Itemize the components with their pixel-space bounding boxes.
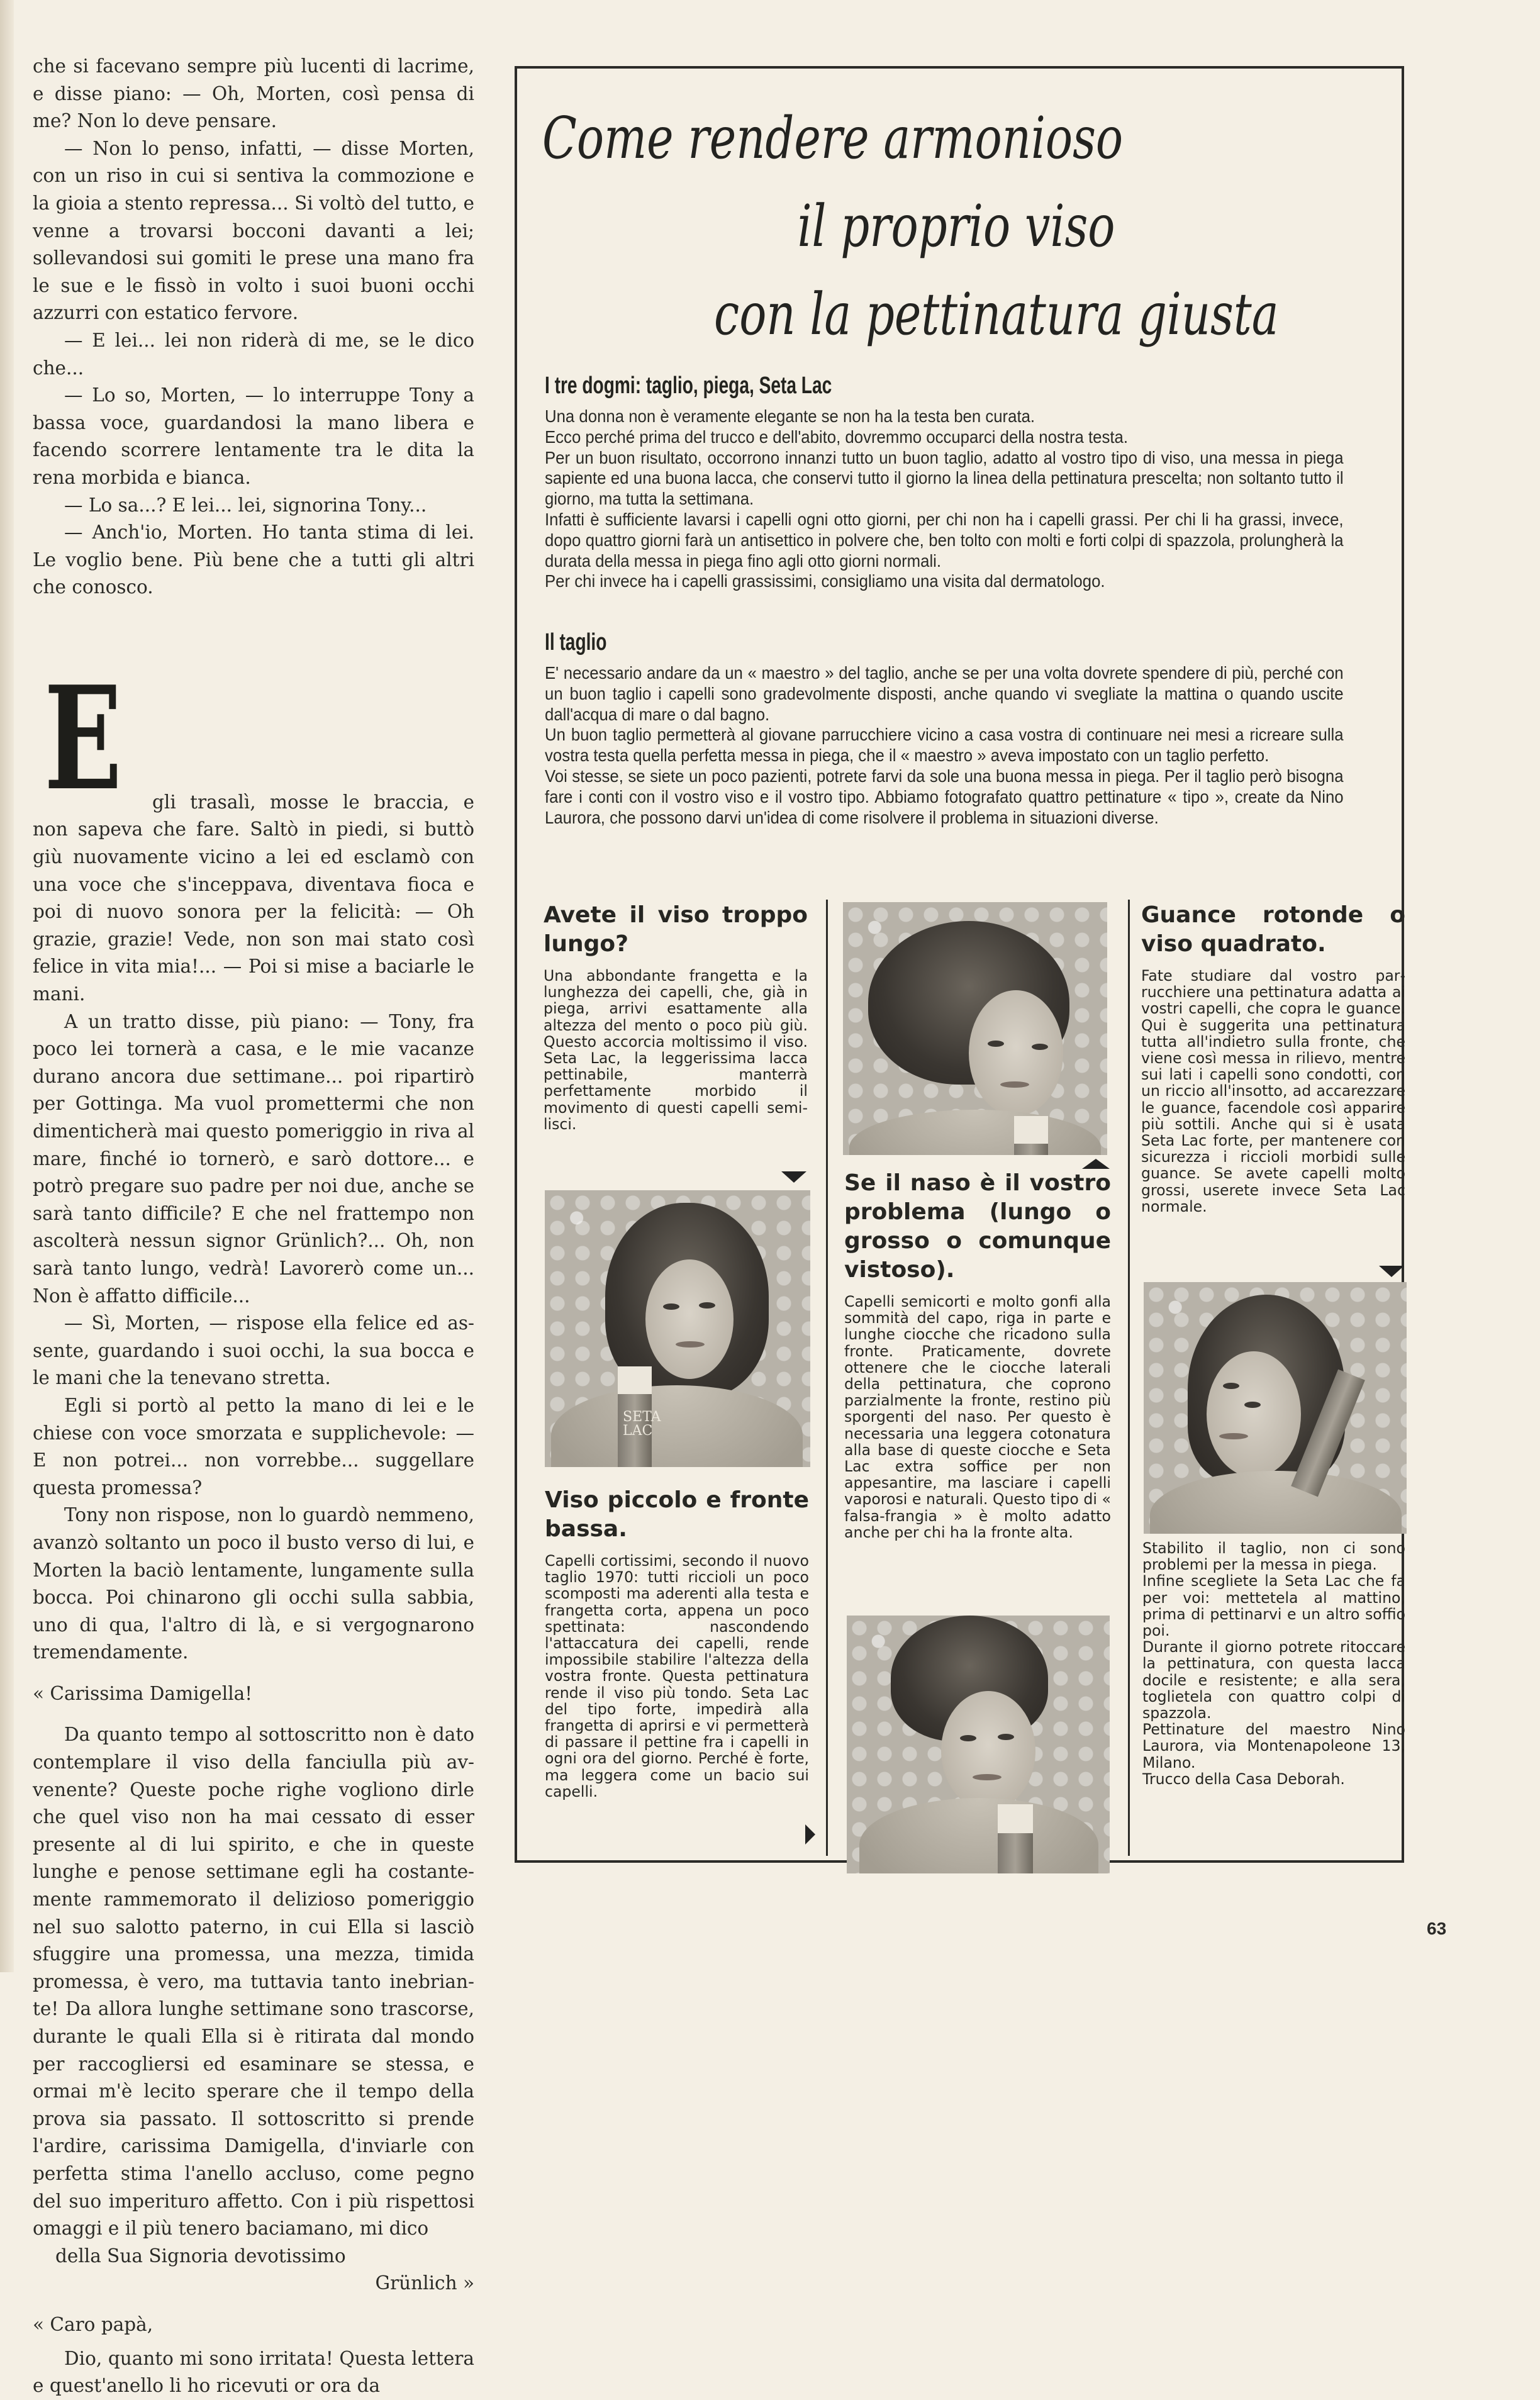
closing-paragraph: Durante il giorno potrete ritoccare la pettinatura, con questa lacca docile e resistente; e alla sera, toglietela con quattro colpi di spazzola. <box>1142 1638 1405 1722</box>
story-paragraph: — Lo sa...? E lei... lei, signorina Tony... <box>64 494 427 516</box>
tip-text: Capelli cortissimi, secondo il nuovo taglio 1970: tutti riccioli un poco scomposti ma aderenti alla testa e frangetta corta, appena un poco spettinata: nascondendo l'attaccatura dei capelli, rende impossibile stabilire l'altezza della vostra fronte. Questa pettinatura rende il viso più tondo. Seta Lac del tipo forte, impedirà alla frangetta di aprirsi e vi permetterà di passare il pettine fra i capelli in ogni ora del giorno. Perché è forte, ma leggera come un bacio sui capelli. <box>545 1552 809 1800</box>
story-paragraph: — Anch'io, Morten. Ho tanta stima di lei. Le voglio bene. Più bene che a tutti gli altri che conosco. <box>33 522 474 598</box>
section-heading: I tre dogmi: taglio, piega, Seta Lac <box>545 372 832 399</box>
title-line: con la pettinatura giusta <box>714 281 1279 348</box>
article-title <box>542 94 1279 359</box>
story-paragraph: A un tratto disse, più piano: — Tony, fra poco lei tornerà a casa, e le mie vacanze durano ancora due settimane... poi ripartirò per Gottinga. Ma vuol promettermi che non dimenticherà mai questo pomeriggio in riva al mare, finché io tornerò, e sarò dottore... e potrò pregare suo padre per noi due, anche se sarà tanto difficile? E che nel frattempo non ascolterà nessun signor Grünlich?... Oh, non sarà tanto lungo, vedrà! Lavorerò come un... Non è affatto difficile... <box>33 1010 474 1307</box>
tip-nose <box>844 1169 1111 1541</box>
section-taglio <box>545 628 1413 828</box>
section-paragraph: Un buon taglio permetterà al giovane parrucchiere vicino a casa vostra di continuare nei mesi a ricreare sulla vostra testa quella perfetta messa in piega, che il « maestro » aveva impostato con un taglio perfetto. <box>545 725 1344 766</box>
tip-small-face <box>545 1486 809 1800</box>
story-paragraph: — Lo so, Morten, — lo interruppe Tony a bassa voce, guardandosi la mano libera e facendo scorrere lentamente tra le dita la rena morbida e bianca. <box>33 384 474 488</box>
column-divider <box>1128 900 1130 1856</box>
letter-salutation: « Carissima Damigella! <box>33 1682 253 1704</box>
closing-paragraph: Pettinature del maestro Nino Laurora, via Montenapoleone 13, Milano. <box>1142 1721 1405 1772</box>
photo-model-bob <box>545 1190 810 1467</box>
tip-text: Una abbondante frangetta e la lunghezza dei capelli, che, già in piega, arrivi esattamente alla altezza del mento o poco più giù. Questo accorcia moltissimo il viso. Seta Lac, la leggerissima lacca pettinabile, manterrà perfettamente morbido il movimento di questi capelli semi-lisci. <box>544 967 808 1133</box>
photo-model-short-curls <box>847 1616 1110 1873</box>
section-paragraph: Ecco perché prima del trucco e dell'abito, dovremmo occuparci della nostra testa. <box>545 427 1129 447</box>
tip-round-cheeks <box>1141 901 1405 1215</box>
tip-heading: Viso piccolo e fronte bassa. <box>545 1487 809 1542</box>
tip-long-face <box>544 901 808 1132</box>
section-dogmi <box>545 371 1413 592</box>
closing-paragraph: Infine scegliete la Seta Lac che fa per voi: mettetela al mattino, prima di pettinarvi e un altro soffio poi. <box>1142 1572 1405 1640</box>
closing-paragraph: Trucco della Casa Deborah. <box>1142 1770 1345 1788</box>
page-edge <box>0 0 14 1972</box>
section-paragraph: Voi stesse, se siete un poco pazienti, potrete farvi da sole una buona messa in piega. Per il taglio però bisogna fare i conti con il vostro viso e il vostro tipo. Abbiamo fotografato quattro pettinature « tipo », create da Nino Laurora, che possono darvi un'idea di come risolvere il problema in situazioni diverse. <box>545 766 1344 827</box>
story-paragraph: gli trasalì, mosse le braccia, e non sapeva che fare. Saltò in piedi, si buttò giù nuovamente vicino a lei ed esclamò con una voce che s'inceppava, diventava fioca e poi di nuovo sonora per la felicità: — Oh grazie, grazie! Vede, non son mai stato così felice in vita mia!... — Poi si mise a baciarle le mani. <box>33 791 474 1005</box>
section-paragraph: E' necessario andare da un « maestro » del taglio, anche se per una volta dovrete spendere di più, perché con un buon taglio i capelli sono gradevolmente disposti, anche quando vi svegliate la mattina o quando uscite dall'acqua di mare o dal bagno. <box>545 663 1344 724</box>
tip-text: Fate studiare dal vostro parrucchiere una pettinatura adatta ai vostri capelli, che copra le guance. Qui è suggerita una pettinatura tutta all'indietro sulla fronte, che viene così messa in rilievo, mentre sui lati i capelli sono condotti, con un riccio all'insotto, ad accarezzare le guance, facendole così apparire più sottili. Anche qui si è usata Seta Lac forte, per mantenere con sicurezza i riccioli morbidi sulle guance. Se avete capelli molto grossi, userete invece Seta Lac normale. <box>1141 967 1405 1215</box>
photo-brand-label: LAC <box>623 1423 653 1439</box>
arrow-down-icon <box>1379 1266 1404 1277</box>
section-paragraph: Per chi invece ha i capelli grassissimi, consigliamo una visita dal dermatologo. <box>545 571 1105 591</box>
drop-cap: E <box>44 655 123 822</box>
closing-notes <box>1142 1540 1405 1787</box>
letter-signature: Grünlich » <box>375 2272 474 2294</box>
closing-paragraph: Stabilito il taglio, non ci sono problemi per la messa in piega. <box>1142 1539 1405 1574</box>
story-paragraph: che si facevano sempre più lucenti di lacrime, e disse piano: — Oh, Morten, così pensa di me? Non lo deve pensare. <box>33 55 474 132</box>
story-paragraph: Egli si portò al petto la mano di lei e le chiese con voce smorzata e supplichevole: — E non potrei... non vorrebbe... suggellare questa promessa? <box>33 1394 474 1499</box>
letter-body: Dio, quanto mi sono irritata! Questa lettera e quest'anello li ho ricevuti or ora da <box>33 2347 474 2397</box>
story-column <box>33 53 474 2400</box>
section-paragraph: Infatti è sufficiente lavarsi i capelli ogni otto giorni, per chi non ha i capelli grassi. Per chi li ha grassi, invece, dopo quattro giorni farà un antisettico in polvere che, ben tolto con molti e forti colpi di spazzola, prolungherà la durata della messa in piega fino agli otto giorni normali. <box>545 509 1344 571</box>
story-paragraph: — Sì, Morten, — rispose ella felice ed assente, guardando i suoi occhi, la sua bocca e le mani che la tenevano stretta. <box>33 1312 474 1389</box>
tip-heading: Guance rotonde o viso quadrato. <box>1141 902 1405 957</box>
page-number: 63 <box>1427 1919 1447 1938</box>
chapter-opening <box>33 655 474 1008</box>
title-line: Come rendere armonioso <box>542 104 1124 172</box>
arrow-right-icon <box>805 1824 815 1845</box>
tip-heading: Se il naso è il vostro problema (lungo o grosso o comunque vistoso). <box>844 1170 1111 1283</box>
section-paragraph: Per un buon risultato, occorrono innanzi tutto un buon taglio, adatto al vostro tipo di viso, una messa in piega sapiente ed una buona lacca, che conservi tutto il giorno la linea della pettinatura prescelta; non soltanto tutto il giorno, ma tutta la settimana. <box>545 447 1344 509</box>
arrow-down-icon <box>781 1171 806 1183</box>
column-divider <box>826 900 828 1856</box>
story-paragraph: Tony non rispose, non lo guardò nemmeno, avanzò soltanto un poco il busto verso di lui, e Morten la baciò lentamente, lungamente sulla bocca. Poi chinarono gli occhi sulla sabbia, uno di qua, l'altro di là, e si vergognarono tremendamente. <box>33 1504 474 1663</box>
arrow-up-icon <box>1082 1159 1110 1169</box>
tip-text: Capelli semicorti e molto gonfi alla sommità del capo, riga in parte e lunghe ciocche che ricadono sulla fronte. Praticamente, dovrete ottenere che le ciocche laterali della pettinatura, che coprono parzialmente la fronte, restino più sporgenti del naso. Per questo è necessaria una leggera cotonatura alla base di queste ciocche e Seta Lac extra soffice per non appesantire, ma lasciare i capelli vaporosi e naturali. Questo tipo di « falsa-frangia » è molto adatto anche per chi ha la fronte alta. <box>844 1293 1111 1541</box>
letter-salutation: « Caro papà, <box>33 2313 153 2335</box>
photo-model-updo <box>843 902 1107 1155</box>
section-paragraph: Una donna non è veramente elegante se non ha la testa ben curata. <box>545 406 1035 426</box>
story-paragraph: — Non lo penso, infatti, — disse Morten, con un riso in cui si sentiva la commozione e la gioia a stento repressa... Si voltò del tutto, e venne a trovarsi bocconi davanti a lei; sollevandosi sui gomiti le prese una mano fra le sue e le fissò in volto i suoi buoni occhi azzurri con estatico fervore. <box>33 137 474 324</box>
section-heading: Il taglio <box>545 629 607 656</box>
title-line: il proprio viso <box>797 193 1115 260</box>
tip-heading: Avete il viso troppo lungo? <box>544 902 808 957</box>
photo-brand-label: SETA <box>623 1409 661 1425</box>
letter-closing: della Sua Signoria devotissimo <box>55 2245 346 2267</box>
letter-body: Da quanto tempo al sottoscritto non è dato contemplare il viso della fanciulla più avvenente? Queste poche righe vogliono dirle che quel viso non ha mai cessato di esser presente al di lui spirito, e che in queste lunghe e penose settimane egli ha costantemente rammemorato il delizioso pomeriggio nel suo salotto paterno, in cui Ella si lasciò sfuggire una promessa, una mezza, timida promessa, è vero, ma tuttavia tanto inebriante! Da allora lunghe settimane sono trascorse, durante le quali Ella si è ritirata dal mondo per raccogliersi ed esaminare se stessa, e ormai m'è lecito sperare che il tempo della prova sia passato. Il sottoscritto si prende l'ardire, carissima Damigella, d'inviarle con perfetta stima l'anello accluso, come pegno del suo imperituro affetto. Con i più rispettosi omaggi e il più tenero baciamano, mi dico <box>33 1724 474 2240</box>
story-paragraph: — E lei... lei non riderà di me, se le dico che... <box>33 329 474 379</box>
photo-model-spray <box>1144 1282 1407 1534</box>
